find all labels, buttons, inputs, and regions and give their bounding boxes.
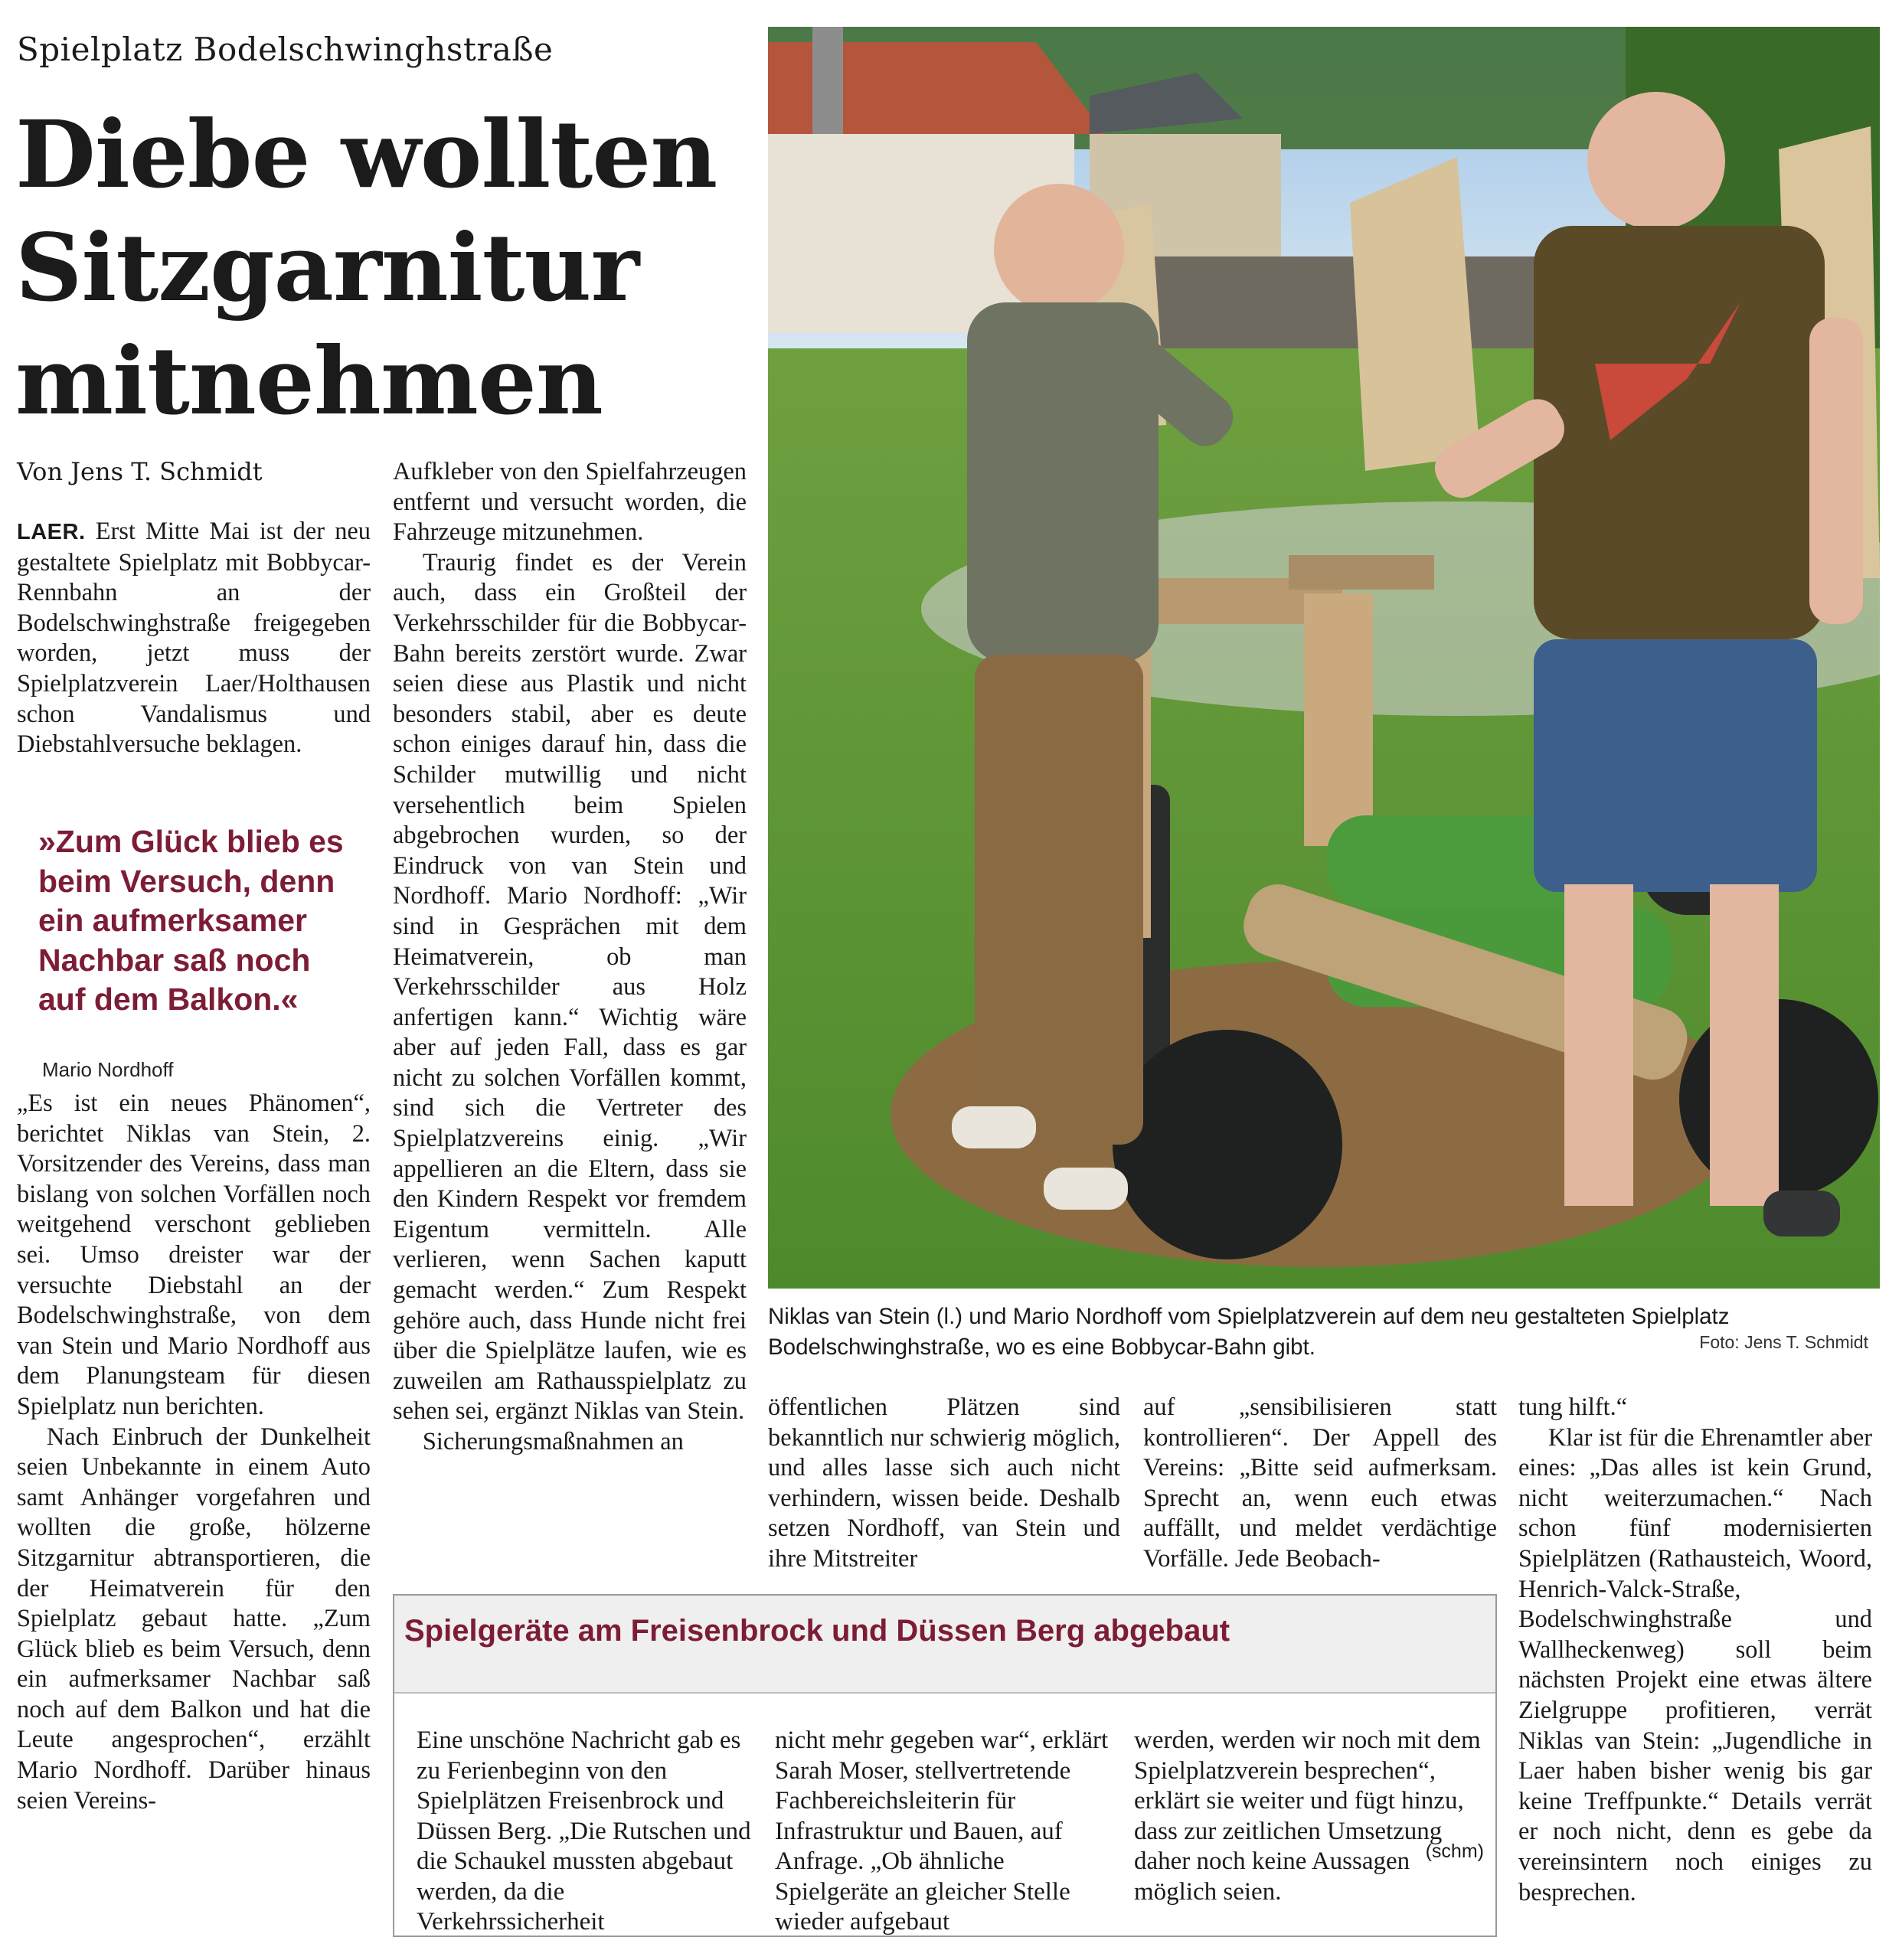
article-column-1-top	[17, 517, 371, 760]
article-paragraph: Sicherungsmaßnahmen an	[422, 1428, 684, 1455]
info-box	[393, 1594, 1497, 1937]
article-photo	[768, 27, 1880, 1289]
person-trousers	[975, 655, 1143, 1145]
pull-quote-author: Mario Nordhoff	[42, 1058, 174, 1081]
info-box-header	[394, 1596, 1495, 1694]
info-box-text: werden, werden wir noch mit dem Spielplatzverein besprechen“, erklärt sie weiter und fügt hinzu, dass zur zeitlichen Umsetzung daher noch keine Aussagen möglich seien.	[1134, 1726, 1481, 1906]
person-arm	[1809, 318, 1863, 624]
chimney	[812, 27, 843, 134]
article-column-5	[1518, 1393, 1872, 1908]
photo-caption: Niklas van Stein (l.) und Mario Nordhoff vom Spielplatzverein auf dem neu gestalteten Spielplatz Bodelschwinghstraße, wo es eine Bobbycar-Bahn gibt.	[768, 1304, 1730, 1360]
article-paragraph: tung hilft.“	[1518, 1393, 1628, 1421]
article-paragraph: öffentlichen Plätzen sind bekanntlich nur schwierig möglich, und alles lasse sich auch nicht verhindern, wissen beide. Deshalb setzen Nordhoff, van Stein und ihre Mitstreiter	[768, 1393, 1120, 1573]
wooden-sculpture	[1350, 157, 1480, 471]
person-shoe	[1044, 1168, 1128, 1210]
article-column-1-bottom	[17, 1089, 371, 1816]
person-head	[1587, 92, 1725, 230]
headline	[15, 98, 781, 438]
person-head	[994, 184, 1124, 314]
article-paragraph: „Es ist ein neues Phänomen“, berichtet Niklas van Stein, 2. Vorsitzender des Vereins, dass man bislang von solchen Vorfällen noch weitgehend verschont geblieben sei. Umso dreister war der versuchte Diebstahl an der Bodelschwinghstraße, von dem van Stein und Mario Nordhoff aus dem Planungsteam für diesen Spielplatz nun berichten.	[17, 1089, 371, 1420]
info-box-text: Eine unschöne Nachricht gab es zu Ferienbeginn von den Spielplätzen Freisenbrock und Düssen Berg. „Die Rutschen und die Schaukel mussten abgebaut werden, da die Verkehrssicherheit	[417, 1726, 751, 1936]
article-paragraph: auf „sensibilisieren statt kontrollieren“. Der Appell des Vereins: „Bitte seid aufmerksam. Sprecht an, wenn euch etwas auffällt, und meldet verdächtige Vorfälle. Jede Beobach-	[1143, 1393, 1497, 1573]
article-paragraph: Nach Einbruch der Dunkelheit seien Unbekannte in einem Auto samt Anhänger vorgefahren und wollten die große, hölzerne Sitzgarnitur abtransportieren, die der Heimatverein für den Spielplatz gebaut hatte. „Zum Glück blieb es beim Versuch, denn ein aufmerksamer Nachbar saß noch auf dem Balkon und hat die Leute angesprochen“, erzählt Mario Nordhoff. Darüber hinaus seien Vereins-	[17, 1423, 371, 1815]
tractor-top	[1289, 555, 1434, 590]
pull-quote: »Zum Glück blieb es beim Versuch, denn ein aufmerksamer Nachbar saß noch auf dem Balkon.«	[38, 824, 344, 1017]
article-paragraph: Traurig findet es der Verein auch, dass ein Großteil der Verkehrsschilder für die Bobbycar-Bahn bereits zerstört wurde. Zwar seien diese aus Plastik und nicht besonders stabil, aber es deute schon einiges darauf hin, dass die Schilder mutwillig und nicht versehentlich beim Spielen abgebrochen wurden, so der Eindruck von van Stein und Nordhoff. Mario Nordhoff: „Wir sind in Gesprächen mit dem Heimatverein, ob man Verkehrsschilder aus Holz anfertigen kann.“ Wichtig wäre aber auf jeden Fall, dass es gar nicht zu solchen Vorfällen kommt, sind sich die Vertreter des Spielplatzvereins einig. „Wir appellieren an die Eltern, dass sie den Kindern Respekt vor fremdem Eigentum vermitteln. Alle verlieren, wenn Sachen kaputt gemacht werden.“ Zum Respekt gehöre auch, dass Hunde nicht frei über die Spielplätze laufen, wie es zuweilen am Rathausspielplatz zu sehen sei, ergänzt Niklas van Stein.	[393, 548, 747, 1426]
article-column-3	[768, 1393, 1120, 1575]
photo-credit: Foto: Jens T. Schmidt	[1699, 1332, 1868, 1352]
info-box-text: nicht mehr gegeben war“, erklärt Sarah Moser, stellvertretende Fachbereichsleiterin für Infrastruktur und Bauen, auf Anfrage. „Ob ähnliche Spielgeräte an gleicher Stelle wieder aufgebaut	[775, 1726, 1109, 1936]
roofline: Spielplatz Bodelschwinghstraße	[17, 31, 554, 68]
person-leg	[1564, 884, 1633, 1206]
info-box-signature: (schm)	[1425, 1841, 1484, 1862]
info-box-column	[417, 1726, 753, 1938]
tractor-wheel	[1113, 1030, 1342, 1259]
info-box-title: Spielgeräte am Freisenbrock und Düssen Berg abgebaut	[404, 1614, 1230, 1648]
article-paragraph: Klar ist für die Ehrenamtler aber eines: „Das alles ist kein Grund, nicht weiterzumachen.“ Nach schon fünf modernisierten Spielplätzen (Rathausteich, Woord, Henrich-Valck-Straße, Bodelschwinghstraße und Wallheckenweg) soll beim nächsten Projekt eine etwas ältere Zielgruppe profitieren, verrät Niklas van Stein: „Jugendliche in Laer haben bisher wenig bis gar keine Treffpunkte.“ Details verrät er noch nicht, denn es gebe da vereinsintern noch einiges zu besprechen.	[1518, 1423, 1872, 1906]
person-leg	[1710, 884, 1779, 1206]
info-box-column	[1134, 1726, 1482, 1907]
headline-line: Diebe wollten	[15, 100, 717, 209]
article-column-2	[393, 457, 747, 1458]
headline-line: Sitzgarnitur	[15, 213, 639, 322]
byline: Von Jens T. Schmidt	[17, 457, 263, 486]
person-shoe	[1763, 1191, 1840, 1236]
headline-line: mitnehmen	[15, 326, 603, 436]
person-shoe	[952, 1106, 1036, 1148]
article-paragraph: Aufkleber von den Spielfahrzeugen entfernt und versucht worden, die Fahrzeuge mitzunehmen.	[393, 458, 747, 547]
info-box-column	[775, 1726, 1112, 1938]
tractor-steering	[1304, 593, 1373, 846]
person-shorts	[1534, 639, 1817, 892]
person-shirt	[1534, 226, 1825, 639]
paragraph-text: Erst Mitte Mai ist der neu gestaltete Spielplatz mit Bobbycar-Rennbahn an der Bodelschwinghstraße freigegeben worden, jetzt muss der Spielplatzverein Laer/Holthausen schon Vandalismus und Diebstahlversuche beklagen.	[17, 518, 371, 759]
article-paragraph	[17, 517, 371, 760]
dateline: LAER.	[17, 520, 86, 544]
article-column-4	[1143, 1393, 1497, 1575]
